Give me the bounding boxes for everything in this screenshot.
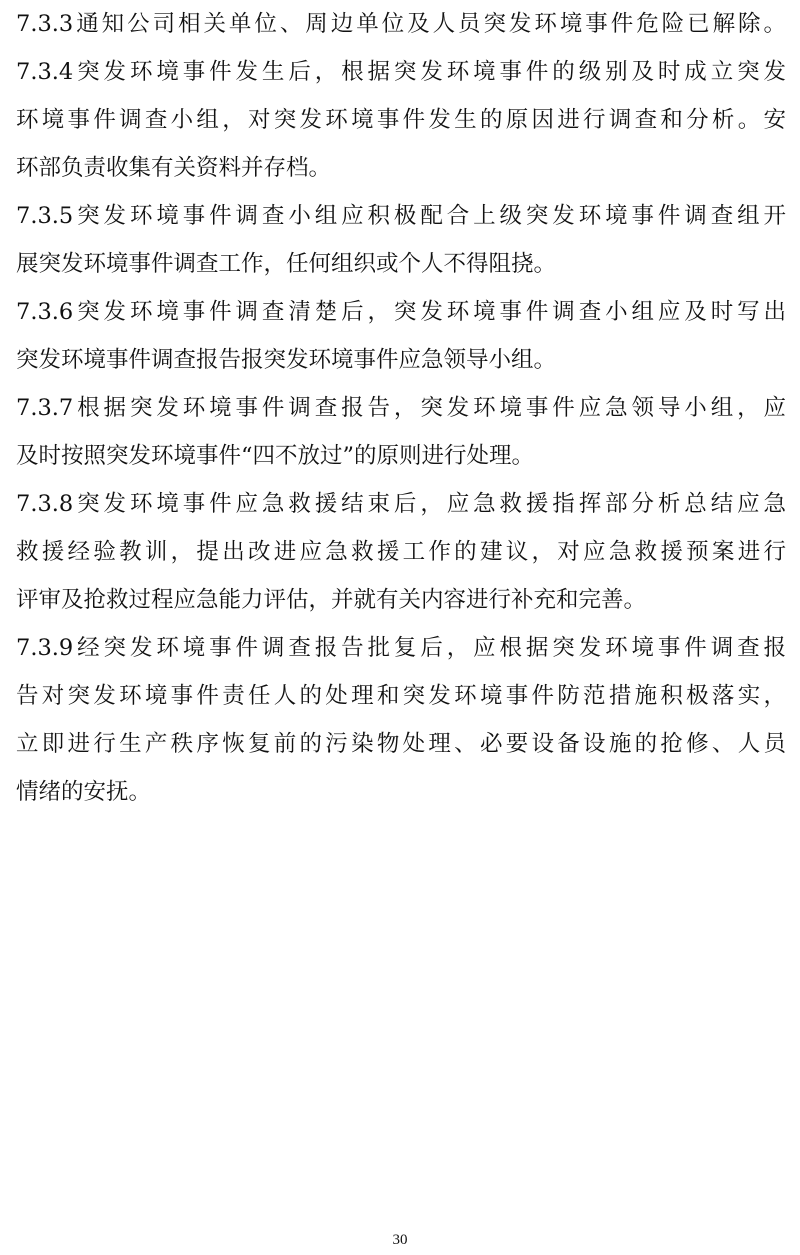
text-line: 7.3.3通知公司相关单位、周边单位及人员突发环境事件危险已解除。	[16, 11, 786, 37]
text-line: 7.3.5突发环境事件调查小组应积极配合上级突发环境事件调查组开	[16, 203, 786, 229]
page-number: 30	[392, 1232, 408, 1248]
text-line: 环境事件调查小组，对突发环境事件发生的原因进行调查和分析。安	[16, 107, 786, 133]
text-line: 情绪的安抚。	[16, 779, 152, 805]
text-line: 7.3.9经突发环境事件调查报告批复后，应根据突发环境事件调查报	[16, 635, 786, 661]
body-text	[16, 0, 786, 816]
text-line: 立即进行生产秩序恢复前的污染物处理、必要设备设施的抢修、人员	[16, 731, 786, 757]
text-line: 展突发环境事件调查工作，任何组织或个人不得阻挠。	[16, 251, 557, 277]
text-line: 7.3.4突发环境事件发生后，根据突发环境事件的级别及时成立突发	[16, 59, 786, 85]
text-line: 突发环境事件调查报告报突发环境事件应急领导小组。	[16, 347, 557, 373]
text-line: 7.3.8突发环境事件应急救援结束后，应急救援指挥部分析总结应急	[16, 491, 786, 517]
text-line: 告对突发环境事件责任人的处理和突发环境事件防范措施积极落实，	[16, 683, 786, 709]
text-line: 评审及抢救过程应急能力评估，并就有关内容进行补充和完善。	[16, 587, 647, 613]
text-line: 及时按照突发环境事件“四不放过”的原则进行处理。	[16, 443, 535, 469]
text-line: 7.3.6突发环境事件调查清楚后，突发环境事件调查小组应及时写出	[16, 299, 786, 325]
text-line: 环部负责收集有关资料并存档。	[16, 155, 332, 181]
text-line: 7.3.7根据突发环境事件调查报告，突发环境事件应急领导小组，应	[16, 395, 786, 421]
text-line: 救援经验教训，提出改进应急救援工作的建议，对应急救援预案进行	[16, 539, 786, 565]
